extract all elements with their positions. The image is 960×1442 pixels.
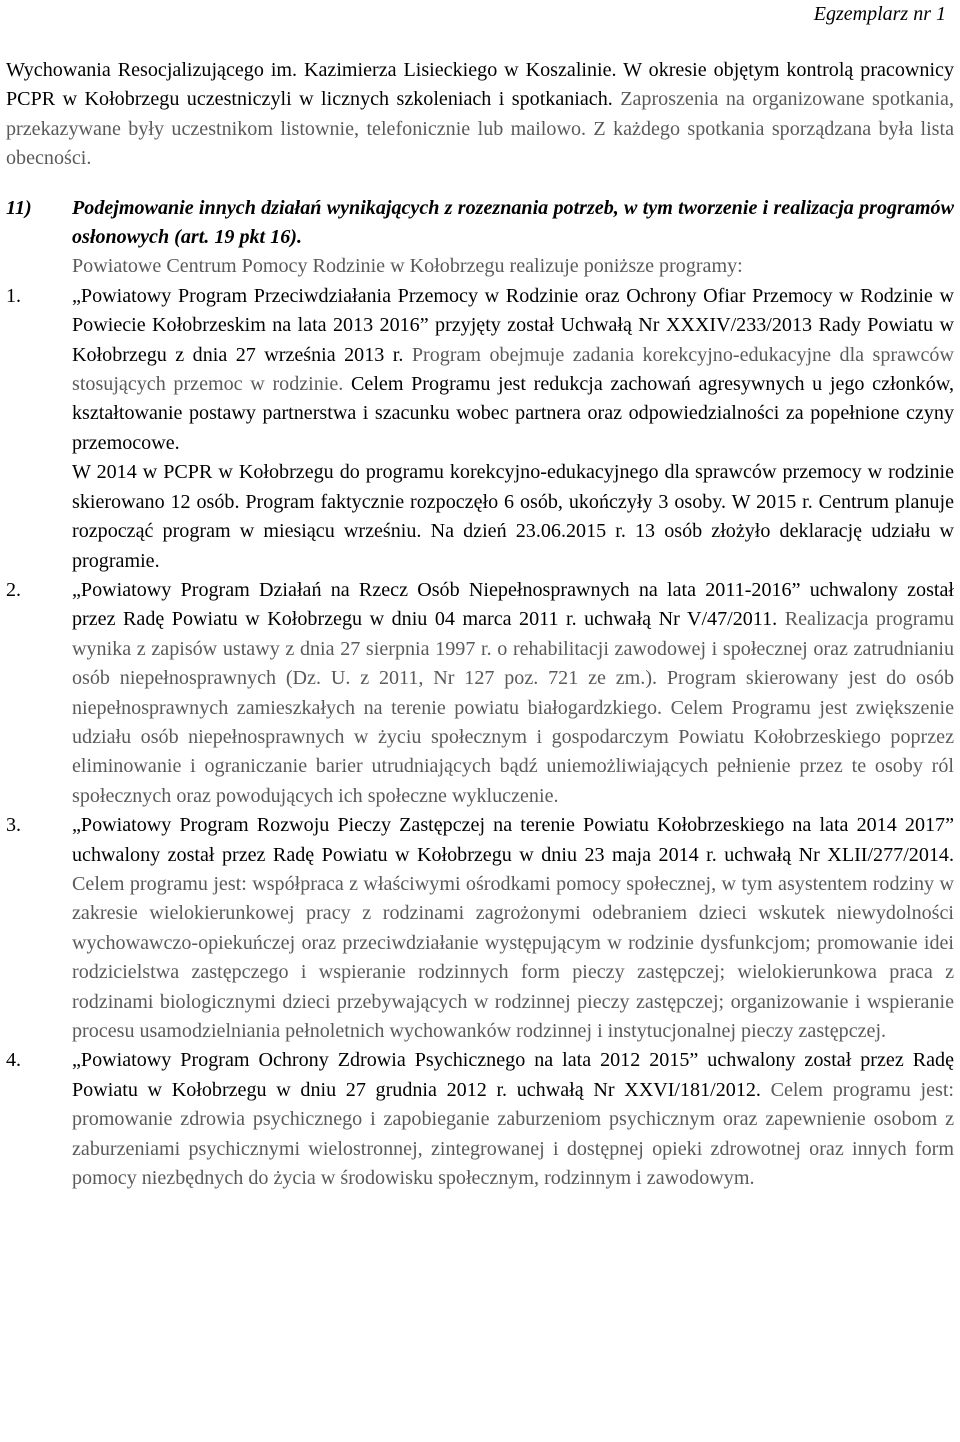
program-item-4 bbox=[6, 1046, 954, 1193]
program-body bbox=[72, 282, 954, 576]
program-body bbox=[72, 1046, 954, 1193]
program-goal-text: Celem Programu jest redukcja zachowań agresywnych u jego członków, kształtowanie postawy partnerstwa i szacunku wobec partnera oraz odpowiedzialności za popełnione czyny przemocowe. bbox=[72, 373, 954, 454]
program-body bbox=[72, 811, 954, 1046]
program-number: 2. bbox=[6, 578, 22, 601]
program-item-1 bbox=[6, 282, 954, 576]
program-description bbox=[72, 811, 954, 1046]
program-goal-text: Celem programu jest: współpraca z właściwymi ośrodkami pomocy społecznej, w tym asystentem rodziny w zakresie wielokierunkowej pracy z rodzinami zagrożonymi odebraniem dzieci wskutek niewydolności wychowawczo-opiekuńczej oraz przeciwdziałanie występującym w rodzinie dysfunkcjom; promowanie idei rodzicielstwa zastępczego i wspieranie rodzinnych form pieczy zastępczej; wielokierunkowa praca z rodzinami biologicznymi dzieci przebywających w rodzinnej pieczy zastępczej; organizowanie i wspieranie procesu usamodzielniania pełnoletnich wychowanków rodzinnej i instytucjonalnej pieczy zastępczej. bbox=[72, 872, 954, 1042]
program-description bbox=[72, 576, 954, 811]
program-resolution-text: „Powiatowy Program Ochrony Zdrowia Psychicznego na lata 2012 2015” uchwalony został przez Radę Powiatu w Kołobrzegu w dniu 27 grudnia 2012 r. uchwałą Nr XXVI/181/2012. bbox=[72, 1049, 954, 1101]
intro-paragraph bbox=[6, 56, 954, 174]
program-goal-text: Celem programu jest: promowanie zdrowia psychicznego i zapobieganie zaburzeniom psychicznym oraz zapewnienie osobom z zaburzeniami psychicznymi wielostronnej, zintegrowanej i dostępnej opieki zdrowotnej oraz innych form pomocy niezbędnych do życia w środowisku społecznym, rodzinnym i zawodowym. bbox=[72, 1078, 954, 1190]
program-number: 1. bbox=[6, 284, 22, 307]
section-title: Podejmowanie innych działań wynikających z rozeznania potrzeb, w tym tworzenie i realizacja programów osłonowych (art. 19 pkt 16). bbox=[72, 196, 954, 249]
program-number: 4. bbox=[6, 1049, 22, 1072]
section-number: 11) bbox=[6, 196, 32, 219]
program-statistics: W 2014 w PCPR w Kołobrzegu do programu korekcyjno-edukacyjnego dla sprawców przemocy w rodzinie skierowano 12 osób. Program faktycznie rozpoczęło 6 osób, ukończyły 3 osoby. W 2015 r. Centrum planuje rozpocząć program w miesiącu wrześniu. Na dzień 23.06.2015 r. 13 osób złożyło deklarację udziału w programie. bbox=[72, 461, 954, 572]
intro-text-dark: Wychowania Resocjalizującego im. Kazimierza Lisieckiego w Koszalinie. W okresie objętym kontrolą pracownicy PCPR w Kołobrzegu uczestniczyli w licznych szkoleniach i spotkaniach. bbox=[6, 59, 954, 111]
program-goal-text: Realizacja programu wynika z zapisów ustawy z dnia 27 sierpnia 1997 r. o rehabilitacji zawodowej i społecznej oraz zatrudnianiu osób niepełnosprawnych (Dz. U. z 2011, Nr 127 poz. 721 ze zm.). Program skierowany jest do osób niepełnosprawnych zamieszkałych na terenie powiatu białogardzkiego. Celem Programu jest zwiększenie udziału osób niepełnosprawnych w życiu społecznym i gospodarczym Powiatu Kołobrzeskiego poprzez eliminowanie i ograniczanie barier utrudniających bądź uniemożliwiających pełnienie przez te osoby ról społecznych oraz powodujących ich społeczne wykluczenie. bbox=[72, 608, 954, 807]
intro-text-gray: Zaproszenia na organizowane spotkania, przekazywane były uczestnikom listownie, telefonicznie lub mailowo. Z każdego spotkania sporządzana była lista obecności. bbox=[6, 88, 954, 170]
program-description bbox=[72, 1046, 954, 1193]
program-item-3 bbox=[6, 811, 954, 1046]
program-scope-text: Program obejmuje zadania korekcyjno-edukacyjne dla sprawców stosujących przemoc w rodzinie. bbox=[72, 343, 954, 396]
copy-number-label: Egzemplarz nr 1 bbox=[813, 3, 946, 25]
program-resolution-text: „Powiatowy Program Przeciwdziałania Przemocy w Rodzinie oraz Ochrony Ofiar Przemocy w Rodzinie w Powiecie Kołobrzeskim na lata 2013 2016” przyjęty został Uchwałą Nr XXXIV/233/2013 Rady Powiatu w Kołobrzegu z dnia 27 września 2013 r. bbox=[72, 284, 954, 366]
program-body bbox=[72, 576, 954, 811]
program-item-2 bbox=[6, 576, 954, 811]
program-resolution-text: „Powiatowy Program Działań na Rzecz Osób Niepełnosprawnych na lata 2011-2016” uchwalony został przez Radę Powiatu w Kołobrzegu w dniu 04 marca 2011 r. uchwałą Nr V/47/2011. bbox=[72, 578, 954, 631]
document-body bbox=[6, 56, 954, 1193]
section-heading bbox=[6, 194, 954, 253]
program-number: 3. bbox=[6, 814, 22, 837]
section-lead: Powiatowe Centrum Pomocy Rodzinie w Kołobrzegu realizuje poniższe programy: bbox=[72, 255, 743, 278]
program-description bbox=[72, 282, 954, 458]
program-resolution-text: „Powiatowy Program Rozwoju Pieczy Zastępczej na terenie Powiatu Kołobrzeskiego na lata 2014 2017” uchwalony został przez Radę Powiatu w Kołobrzegu w dniu 23 maja 2014 r. uchwałą Nr XLII/277/2014. bbox=[72, 814, 954, 866]
